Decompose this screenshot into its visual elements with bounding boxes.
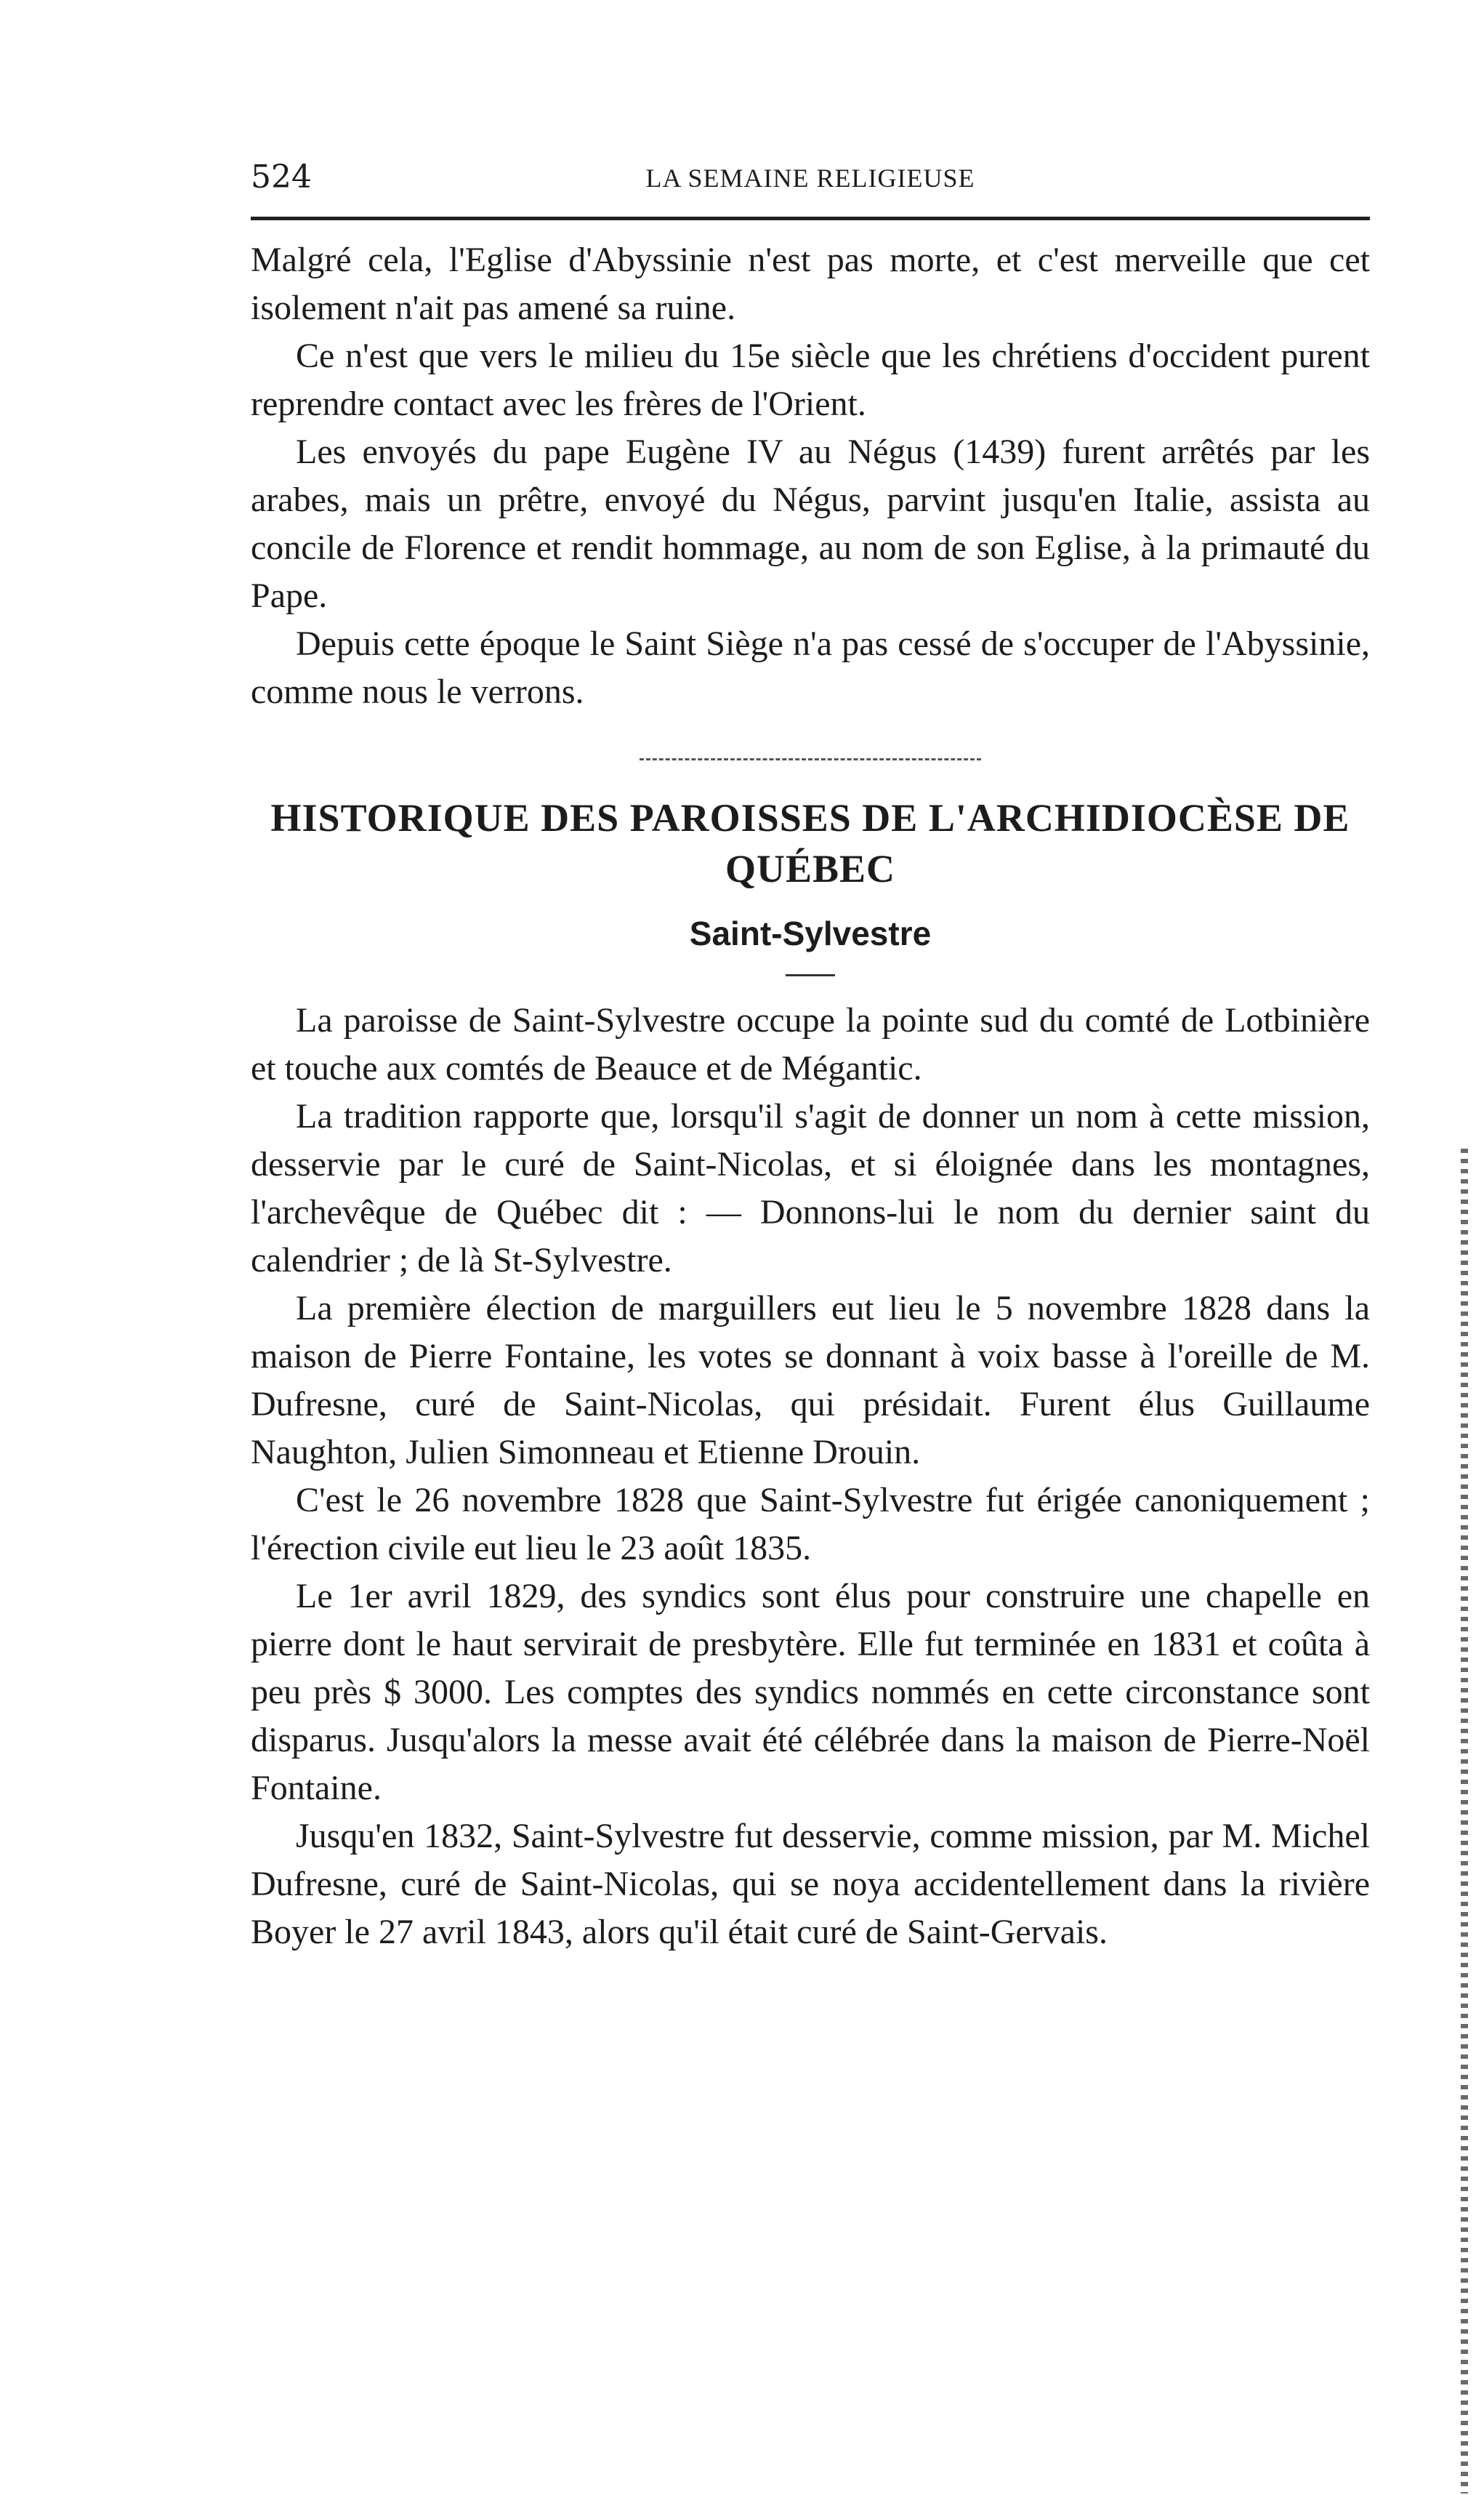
page-header: [251, 158, 1370, 209]
section-paragraph: La tradition rapporte que, lorsqu'il s'agit de donner un nom à cette mission, desservie par le curé de Saint-Nicolas, et si éloignée dans les montagnes, l'archevêque de Québec dit : — Donnons-lui le nom du dernier saint du calendrier ; de là St-Sylvestre.: [251, 1097, 1370, 1279]
intro-paragraph: Depuis cette époque le Saint Siège n'a pas cessé de s'occuper de l'Abyssinie, comme nous le verrons.: [251, 624, 1370, 711]
subtitle-rule: [786, 974, 835, 976]
section-paragraph: C'est le 26 novembre 1828 que Saint-Sylvestre fut érigée canoniquement ; l'érection civile eut lieu le 23 août 1835.: [251, 1481, 1370, 1567]
running-title: LA SEMAINE RELIGIEUSE: [645, 164, 975, 193]
section-divider: [640, 758, 981, 760]
intro-paragraph: Malgré cela, l'Eglise d'Abyssinie n'est pas morte, et c'est merveille que cet isolement n'ait pas amené sa ruine.: [251, 241, 1370, 327]
section-title: HISTORIQUE DES PAROISSES DE L'ARCHIDIOCÈSE DE QUÉBEC: [270, 796, 1350, 891]
intro-paragraph: Ce n'est que vers le milieu du 15e siècle que les chrétiens d'occident purent reprendre contact avec les frères de l'Orient.: [251, 337, 1370, 423]
section-paragraph: Le 1er avril 1829, des syndics sont élus pour construire une chapelle en pierre dont le haut servirait de presbytère. Elle fut terminée en 1831 et coûta à peu près $ 3000. Les comptes des syndics nommés en cette circonstance sont disparus. Jusqu'alors la messe avait été célébrée dans la maison de Pierre-Noël Fontaine.: [251, 1577, 1370, 1807]
page-body: [251, 236, 1370, 1956]
intro-paragraph: Les envoyés du pape Eugène IV au Négus (1439) furent arrêtés par les arabes, mais un prêtre, envoyé du Négus, parvint jusqu'en Italie, assista au concile de Florence et rendit hommage, au nom de son Eglise, à la primauté du Pape.: [251, 433, 1370, 615]
section-paragraph: La première élection de marguillers eut lieu le 5 novembre 1828 dans la maison de Pierre Fontaine, les votes se donnant à voix basse à l'oreille de M. Dufresne, curé de Saint-Nicolas, qui présidait. Furent élus Guillaume Naughton, Julien Simonneau et Etienne Drouin.: [251, 1289, 1370, 1471]
section-paragraph: Jusqu'en 1832, Saint-Sylvestre fut desservie, comme mission, par M. Michel Dufresne, curé de Saint-Nicolas, qui se noya accidentellement dans la rivière Boyer le 27 avril 1843, alors qu'il était curé de Saint-Gervais.: [251, 1817, 1370, 1951]
scan-edge-artifact: [1461, 1149, 1468, 2494]
section-subtitle: Saint-Sylvestre: [689, 915, 932, 952]
page-number: 524: [251, 158, 312, 196]
header-rule: [251, 217, 1370, 220]
section-paragraph: La paroisse de Saint-Sylvestre occupe la pointe sud du comté de Lotbinière et touche aux comtés de Beauce et de Mégantic.: [251, 1001, 1370, 1088]
